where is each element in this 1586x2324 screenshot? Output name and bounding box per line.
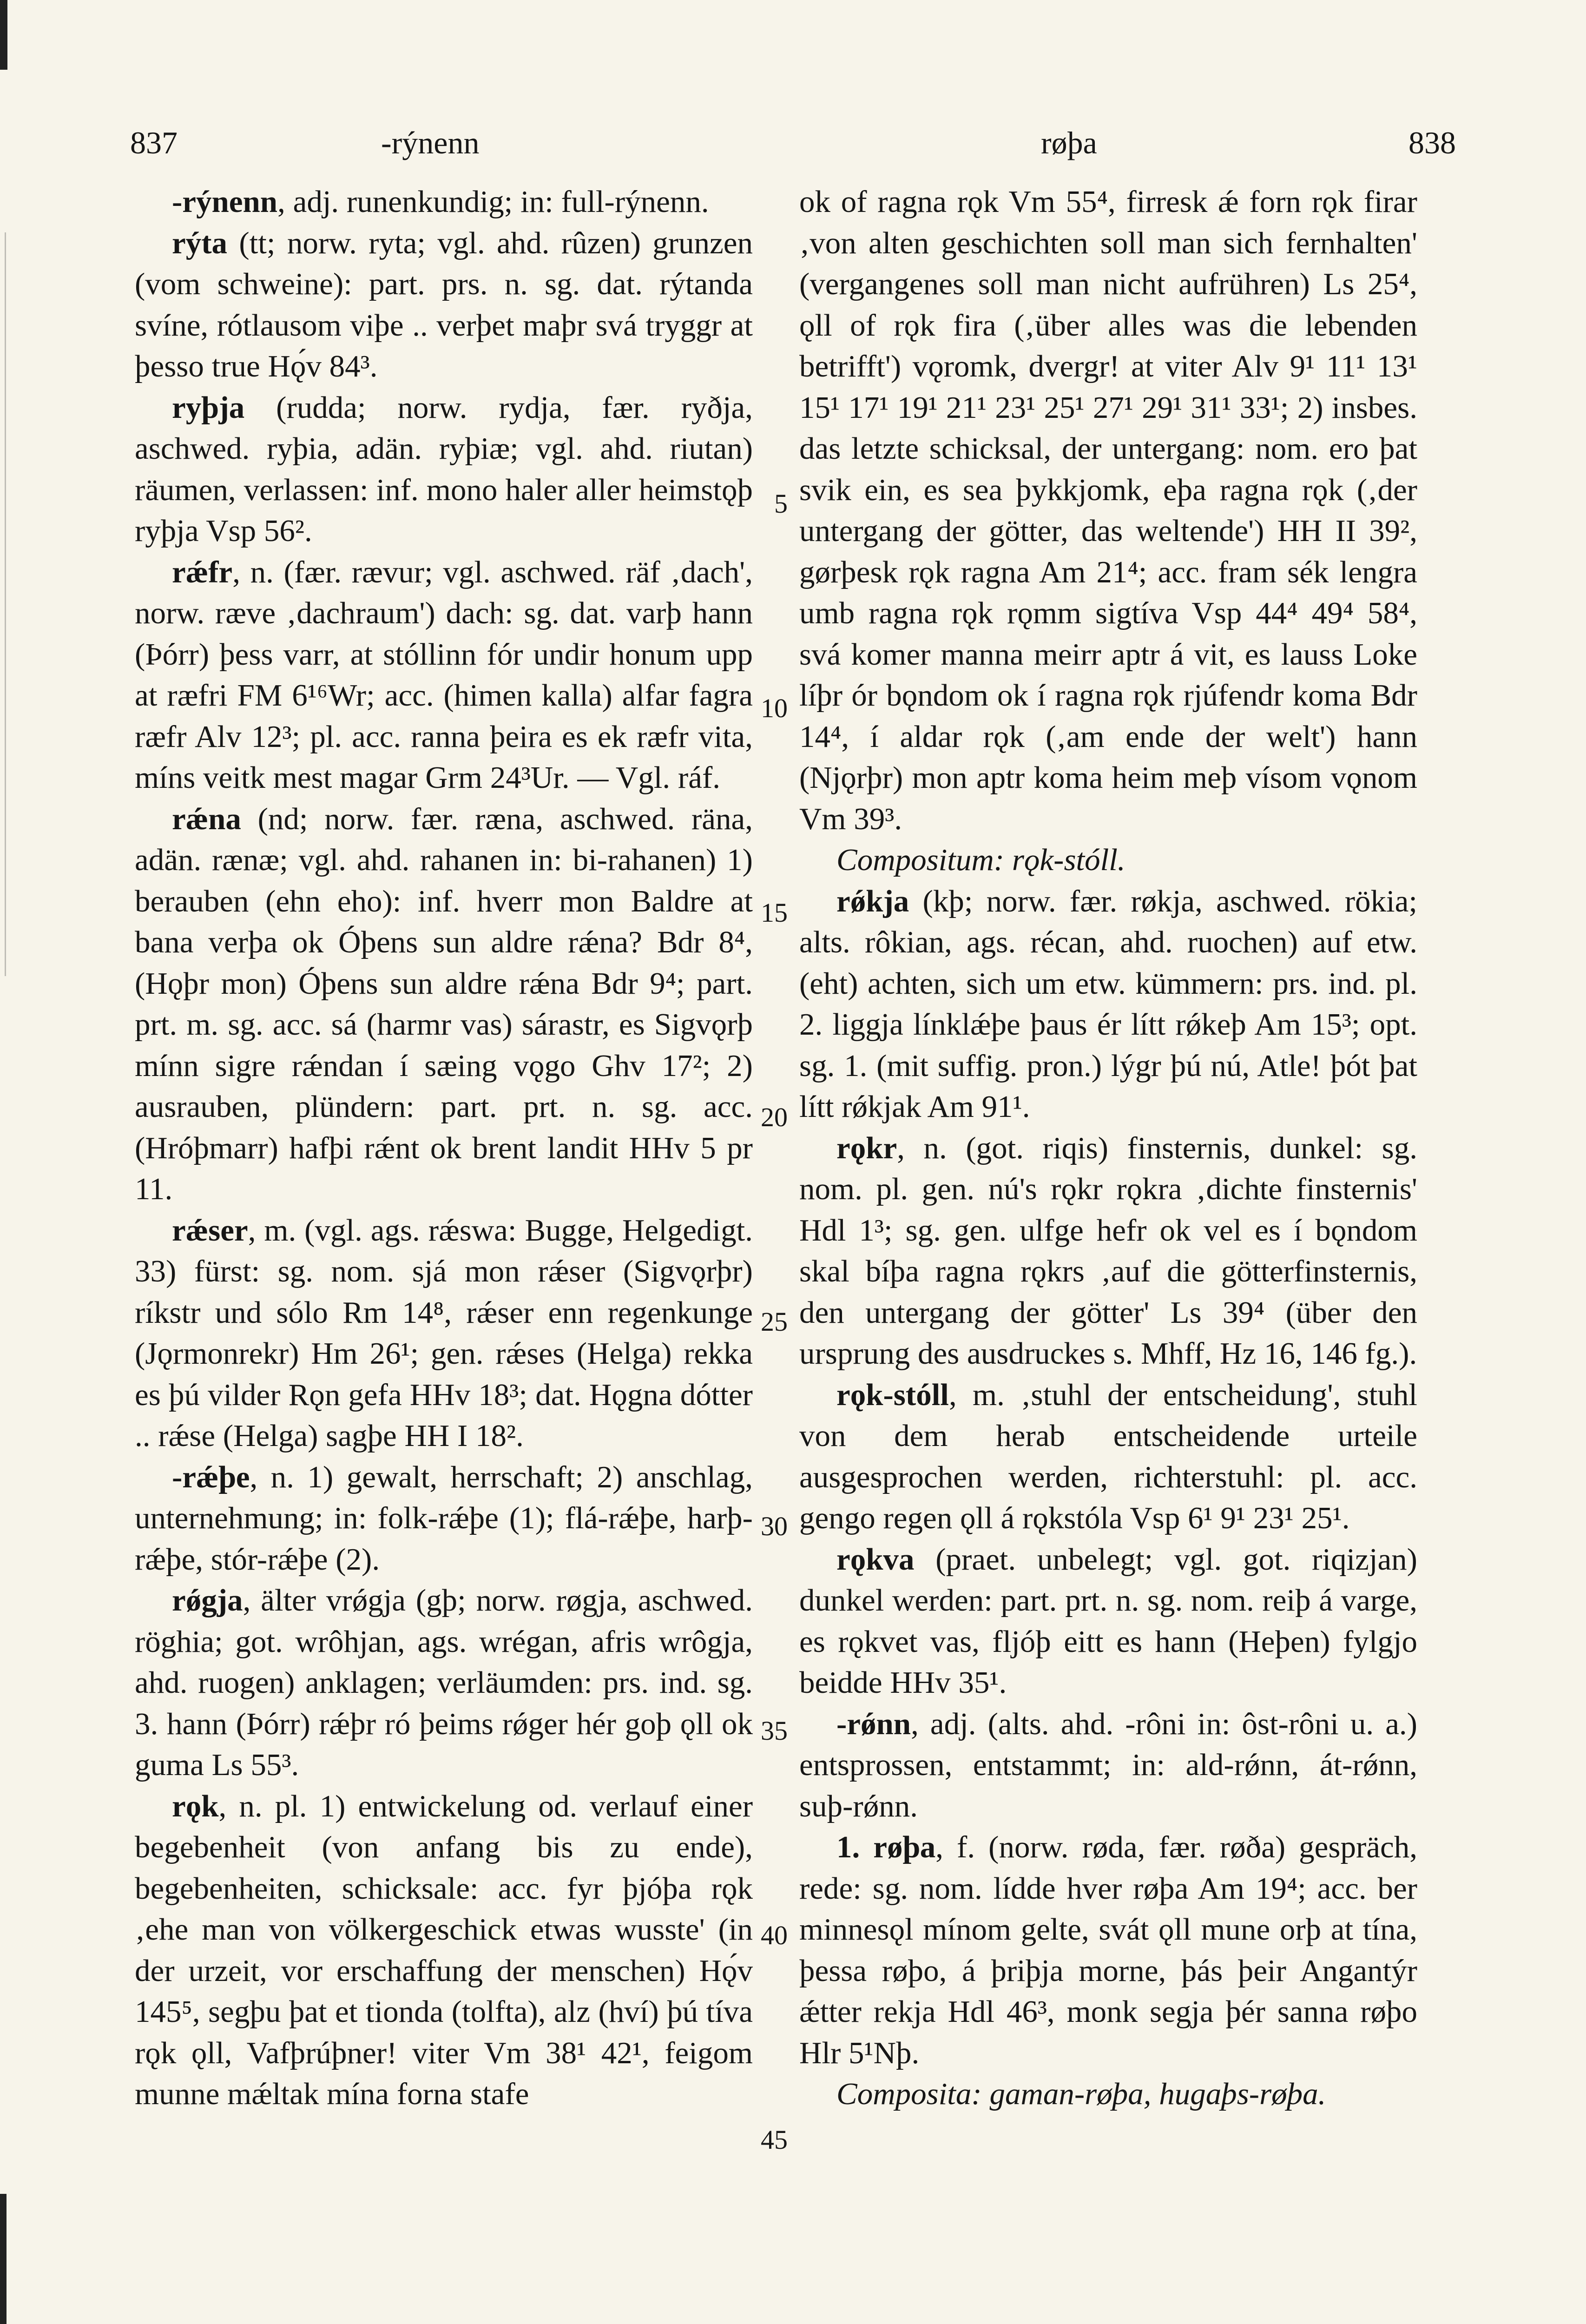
- entry: [135, 1457, 753, 1580]
- entry-text: , n. 1) gewalt, herrschaft; 2) anschlag, unternehmung; in: folk-rǽþe (1); flá-rǽþe, harþ-rǽþe, stór-rǽþe (2).: [135, 1459, 753, 1577]
- entry: [135, 387, 753, 552]
- entry-lemma: ryþja: [172, 390, 245, 425]
- entry-text: ok of ragna rǫk Vm 55⁴, firresk ǽ forn rǫk firar ‚von alten geschichten soll man sich fernhalten' (vergangenes soll man nicht aufrühren) Ls 25⁴, ǫll of rǫk fira (‚über alles was die lebenden betrifft') vǫromk, dvergr! at viter Alv 9¹ 11¹ 13¹ 15¹ 17¹ 19¹ 21¹ 23¹ 25¹ 27¹ 29¹ 31¹ 33¹; 2) insbes. das letzte schicksal, der untergang: nom. ero þat svik ein, es sea þykkjomk, eþa ragna rǫk (‚der untergang der götter, das weltende') HH II 39², gørþesk rǫk ragna Am 21⁴; acc. fram sék lengra umb ragna rǫk rǫmm sigtíva Vsp 44⁴ 49⁴ 58⁴, svá komer manna meirr aptr á vit, es lauss Loke líþr ór bǫndom ok í ragna rǫk rjúfendr koma Bdr 14⁴, í aldar rǫk (‚am ende der welt') hann (Njǫrþr) mon aptr koma heim meþ vísom vǫnom Vm 39³.: [799, 185, 1417, 836]
- line-number: 10: [761, 693, 788, 723]
- composita-note: [799, 2073, 1417, 2115]
- entry-lemma: -rǽþe: [172, 1459, 250, 1494]
- entry-lemma: rǿgja: [172, 1583, 243, 1618]
- entry-text: Compositum: rǫk-stóll.: [836, 843, 1125, 877]
- entry-lemma: rǫk-stóll: [836, 1377, 949, 1412]
- line-number: 25: [761, 1307, 788, 1337]
- entry-text: , m. ‚stuhl der entscheidung', stuhl von dem herab entscheidende urteile ausgesprochen werden, richterstuhl: pl. acc. gengo regen ǫll á rǫkstóla Vsp 6¹ 9¹ 23¹ 25¹.: [799, 1377, 1417, 1535]
- entry-lemma: -rýnenn: [172, 185, 278, 219]
- line-number: 40: [761, 1920, 788, 1950]
- entry: [799, 881, 1417, 1128]
- entry-text: (nd; norw. fær. ræna, aschwed. räna, adän. rænæ; vgl. ahd. rahanen in: bi-rahanen) 1) berauben (ehn eho): inf. hverr mon Baldre at bana verþa ok Óþens sun aldre rǽna? Bdr 8⁴, (Hǫþr mon) Óþens sun aldre rǽna Bdr 9⁴; part. prt. m. sg. acc. sá (harmr vas) sárastr, es Sigvǫrþ mínn sigre rǽndan í sæing vǫgo Ghv 17²; 2) ausrauben, plündern: part. prt. n. sg. acc. (Hróþmarr) hafþi rǽnt ok brent landit HHv 5 pr 11.: [135, 801, 753, 1206]
- entry-text: (tt; norw. ryta; vgl. ahd. rûzen) grunzen (vom schweine): part. prs. n. sg. dat. rýtanda svíne, rótlausom viþe .. verþet maþr svá tryggr at þesso true Hǫ́v 84³.: [135, 225, 753, 383]
- entry-text: , n. (fær. rævur; vgl. aschwed. räf ‚dach', norw. ræve ‚dachraum') dach: sg. dat. varþ hann (Þórr) þess varr, at stóllinn fór undir honum upp at ræfri FM 6¹⁶Wr; acc. (himen kalla) alfar fagra ræfr Alv 12³; pl. acc. ranna þeira es ek ræfr vita, míns veitk mest magar Grm 24³Ur. — Vgl. ráf.: [135, 555, 753, 795]
- entry-lemma: rǽna: [172, 801, 241, 836]
- entry: [135, 552, 753, 799]
- entry: [799, 1128, 1417, 1374]
- entry-text: , n. (got. riqis) finsternis, dunkel: sg. nom. pl. gen. nú's rǫkr rǫkra ‚dichte finsternis' Hdl 1³; sg. gen. ulfge hefr ok vel es í bǫndom skal bíþa ragna rǫkrs ‚auf die götterfinsternis, den untergang der götter' Ls 39⁴ (über den ursprung des ausdruckes s. Mhff, Hz 16, 146 fg.).: [799, 1130, 1417, 1371]
- entry-lemma: rýta: [172, 225, 228, 260]
- entry-lemma: rǫkr: [836, 1130, 897, 1165]
- line-number: 20: [761, 1102, 788, 1132]
- entry: [135, 223, 753, 387]
- entry: [799, 1827, 1417, 2073]
- entry: [135, 181, 753, 223]
- scan-corner-mark: [0, 0, 7, 70]
- entry: [799, 1539, 1417, 1703]
- entry: [799, 1703, 1417, 1827]
- right-page-number: 838: [1408, 125, 1456, 160]
- entry: [135, 799, 753, 1210]
- entry-text: , f. (norw. røda, fær. røða) gespräch, rede: sg. nom. lídde hver røþa Am 19⁴; acc. ber minnesǫl mínom gelte, svát ǫll mune orþ at tína, þessa røþo, á þriþja morne, þás þeir Angantýr ǽtter rekja Hdl 46³, monk segja þér sanna røþo Hlr 5¹Nþ.: [799, 1830, 1418, 2070]
- entry: [135, 1786, 753, 2115]
- scan-bottom-mark: [0, 2194, 7, 2324]
- line-number: 45: [761, 2125, 788, 2155]
- right-column: [799, 181, 1417, 2115]
- entry-lemma: rǿkja: [836, 884, 909, 918]
- entry: [135, 1580, 753, 1786]
- entry-text: (kþ; norw. fær. røkja, aschwed. rökia; alts. rôkian, ags. récan, ahd. ruochen) auf etw. (eht) achten, sich um etw. kümmern: prs. ind. pl. 2. liggja línklǽþe þaus ér lítt rǿkeþ Am 15³; opt. sg. 1. (mit suffig. pron.) lýgr þú nú, Atle! þót þat lítt rǿkjak Am 91¹.: [799, 884, 1417, 1124]
- entry-lemma: rǫk: [172, 1789, 219, 1823]
- entry-text: , n. pl. 1) entwickelung od. verlauf einer begebenheit (von anfang bis zu ende), begebenheiten, schicksale: acc. fyr þjóþa rǫk ‚ehe man von völkergeschick etwas wusste' (in der urzeit, vor erschaffung der menschen) Hǫ́v 145⁵, segþu þat et tionda (tolfta), alz (hví) þú tíva rǫk ǫll, Vafþrúþner! viter Vm 38¹ 42¹, feigom munne mǽltak mína forna stafe: [135, 1789, 753, 2111]
- entry: [799, 1374, 1417, 1539]
- scan-edge-line: [5, 232, 6, 976]
- entry-text: , adj. (alts. ahd. -rôni in: ôst-rôni u. a.) entsprossen, entstammt; in: ald-rǿnn, át-rǿnn, suþ-rǿnn.: [799, 1706, 1417, 1823]
- line-number: 35: [761, 1716, 788, 1746]
- entry: [135, 1210, 753, 1457]
- entry-lemma: rǫkva: [836, 1542, 915, 1577]
- entry-continuation: [799, 181, 1417, 839]
- right-catchword: røþa: [1041, 125, 1097, 160]
- entry-text: (praet. unbelegt; vgl. got. riqizjan) dunkel werden: part. prt. n. sg. nom. reiþ á varge, es rǫkvet vas, fljóþ eitt es hann (Heþen) fylgjo beidde HHv 35¹.: [799, 1542, 1417, 1700]
- entry-lemma: rǽfr: [172, 555, 233, 589]
- left-column: [135, 181, 753, 2115]
- entry-text: (rudda; norw. rydja, fær. ryðja, aschwed. ryþia, adän. ryþiæ; vgl. ahd. riutan) räumen, verlassen: inf. mono haler aller heimstǫþ ryþja Vsp 56².: [135, 390, 753, 548]
- left-page-number: 837: [130, 125, 178, 160]
- entry-lemma: rǽser: [172, 1213, 248, 1248]
- line-number: 5: [774, 489, 788, 519]
- entry-text: , m. (vgl. ags. rǽswa: Bugge, Helgedigt. 33) fürst: sg. nom. sjá mon rǽser (Sigvǫrþr) ríkstr und sólo Rm 14⁸, rǽser enn regenkunge (Jǫrmonrekr) Hm 26¹; gen. rǽses (Helga) rekka es þú vilder Rǫn gefa HHv 18³; dat. Hǫgna dótter .. rǽse (Helga) sagþe HH I 18².: [135, 1213, 753, 1453]
- entry-text: Composita: gaman-røþa, hugaþs-røþa.: [836, 2077, 1326, 2111]
- compositum-note: [799, 839, 1417, 881]
- entry-lemma: -rǿnn: [836, 1706, 911, 1741]
- entry-text: , adj. runenkundig; in: full-rýnenn.: [277, 185, 709, 219]
- entry-lemma: 1. røþa: [836, 1830, 936, 1864]
- running-header: [130, 125, 1456, 166]
- line-number: 15: [761, 898, 788, 928]
- line-number: 30: [761, 1511, 788, 1541]
- left-catchword: -rýnenn: [381, 125, 480, 160]
- entry-text: , älter vrǿgja (gþ; norw. røgja, aschwed. röghia; got. wrôhjan, ags. wrégan, afris wrôgja, ahd. ruogen) anklagen; verläumden: prs. ind. sg. 3. hann (Þórr) rǽþr ró þeims rǿger hér goþ ǫll ok guma Ls 55³.: [135, 1583, 753, 1782]
